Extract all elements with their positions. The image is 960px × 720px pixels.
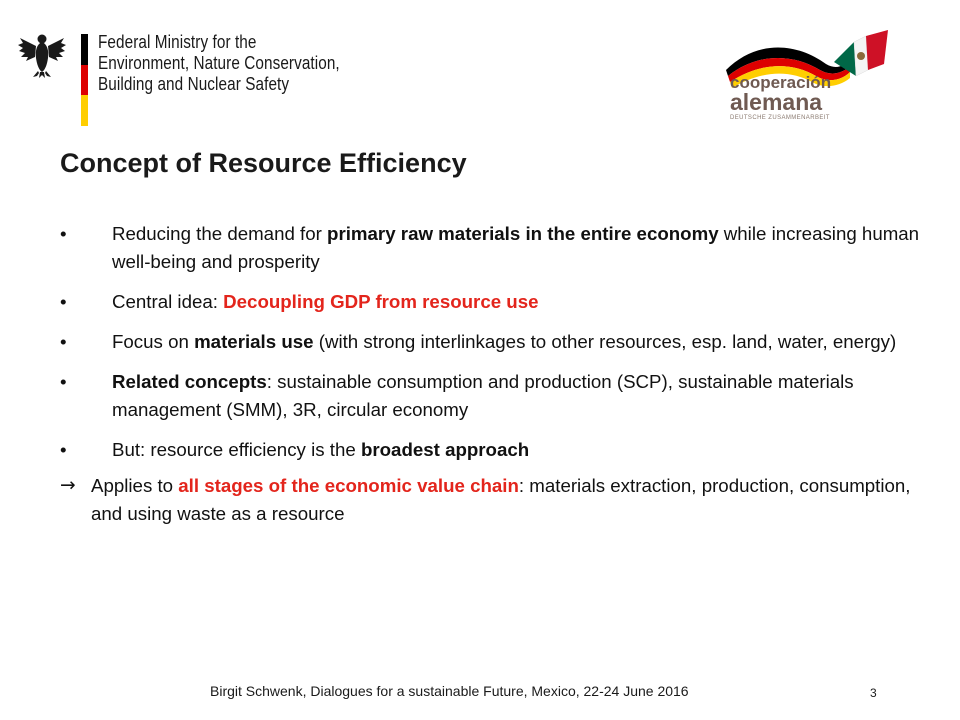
bullet-marker: • bbox=[60, 291, 67, 312]
coop-tagline: DEUTSCHE ZUSAMMENARBEIT bbox=[730, 115, 830, 121]
page-number: 3 bbox=[870, 686, 877, 700]
cooperacion-text bbox=[730, 74, 831, 121]
bullet-marker: • bbox=[60, 439, 67, 460]
coop-word-2: alemana bbox=[730, 89, 823, 115]
ministry-name-line: Federal Ministry for the bbox=[98, 32, 257, 52]
bullet-bold-text: Related concepts bbox=[112, 371, 267, 392]
slide-title: Concept of Resource Efficiency bbox=[60, 148, 467, 178]
arrow-text: Applies to bbox=[91, 475, 179, 496]
bullet-bold-text: materials use bbox=[194, 331, 314, 352]
bullet-text: Central idea: bbox=[112, 291, 224, 312]
bullet-item bbox=[60, 436, 920, 464]
bullet-marker: • bbox=[60, 331, 67, 352]
ministry-name-line: Environment, Nature Conservation, bbox=[98, 53, 340, 73]
bullet-text: while increasing human well-being and prosperity bbox=[112, 223, 920, 272]
bullet-bold-text: broadest approach bbox=[360, 439, 530, 460]
coop-word-1: cooperación bbox=[730, 73, 832, 92]
bullet-bold-text: primary raw materials in the entire economy bbox=[327, 223, 719, 244]
bullet-item bbox=[60, 220, 920, 276]
bullet-text: Focus on bbox=[112, 331, 195, 352]
ministry-name-line: Building and Nuclear Safety bbox=[98, 74, 290, 94]
bullet-list bbox=[60, 220, 920, 528]
bullet-text: : sustainable consumption and production (SCP), sustainable materials management (SMM), 3R, circular economy bbox=[112, 371, 854, 420]
arrow-right-icon: → bbox=[60, 475, 76, 496]
german-flag-bar bbox=[81, 34, 88, 126]
bullet-marker: • bbox=[60, 371, 67, 392]
bullet-item bbox=[60, 328, 920, 356]
slide-footer: Birgit Schwenk, Dialogues for a sustainable Future, Mexico, 22-24 June 2016 bbox=[210, 683, 689, 699]
bullet-text: Reducing the demand for bbox=[112, 223, 328, 244]
bullet-highlight-text: Decoupling GDP from resource use bbox=[223, 291, 539, 312]
bullet-marker: • bbox=[60, 223, 67, 244]
arrow-highlight-text: all stages of the economic value chain bbox=[178, 475, 519, 496]
bullet-text: But: resource efficiency is the bbox=[112, 439, 361, 460]
arrow-item bbox=[60, 472, 920, 528]
federal-eagle-icon bbox=[16, 32, 68, 78]
bullet-item bbox=[60, 368, 920, 424]
arrow-text: : materials extraction, production, consumption, and using waste as a resource bbox=[91, 475, 911, 524]
ministry-name bbox=[98, 32, 353, 95]
bullet-text: (with strong interlinkages to other resources, esp. land, water, energy) bbox=[313, 331, 897, 352]
cooperacion-alemana-logo bbox=[716, 30, 896, 130]
bullet-item bbox=[60, 288, 920, 316]
